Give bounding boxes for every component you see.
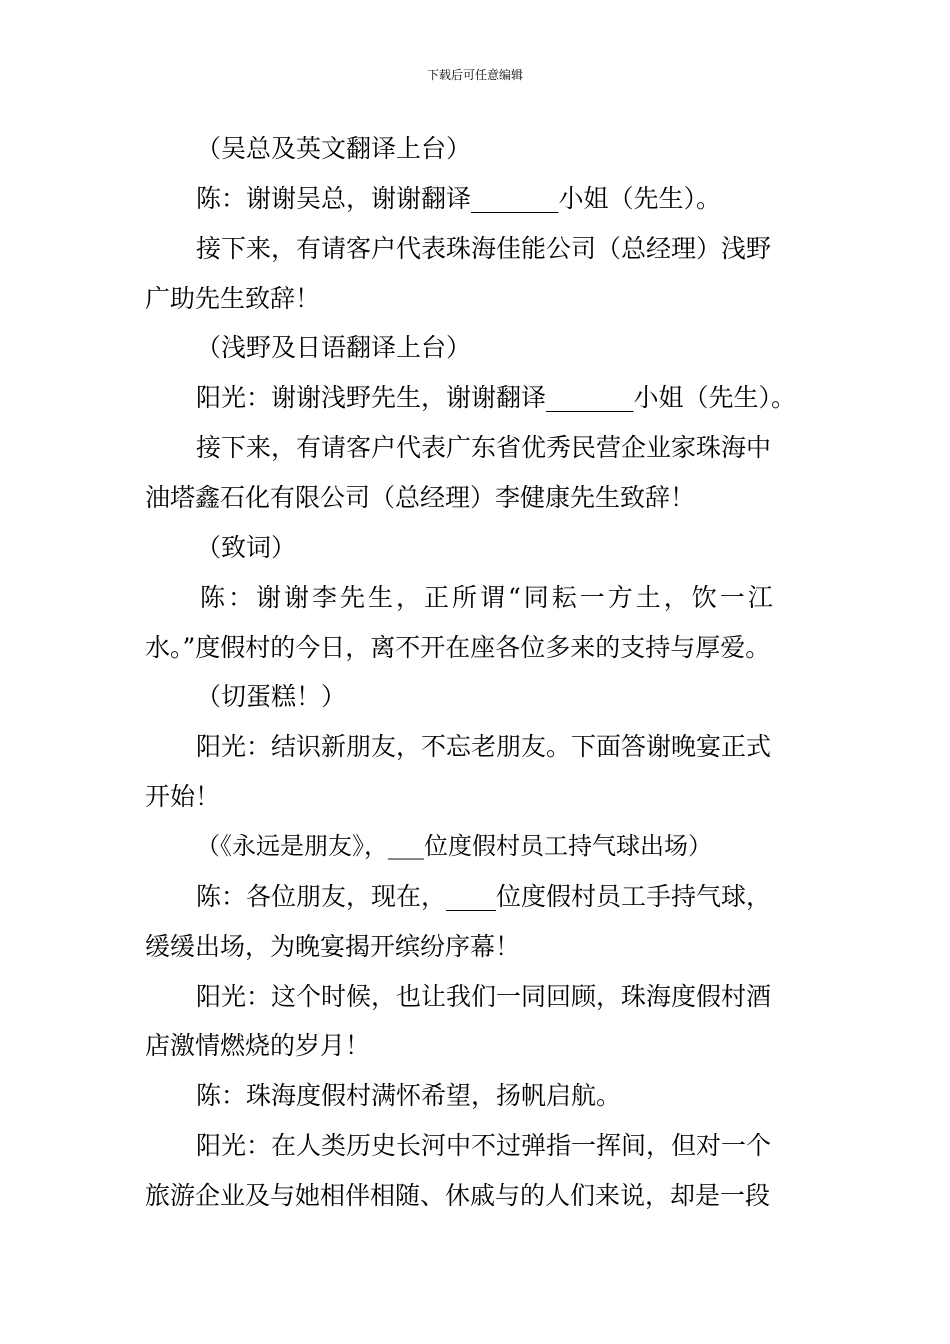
text-line: 旅游企业及与她相伴相随、休戚与的人们来说，却是一段 — [145, 1181, 771, 1210]
text-line: （《永远是朋友》，___位度假村员工持气球出场） — [196, 832, 712, 860]
text-line: 广助先生致辞！ — [145, 284, 321, 313]
text-line: 阳光：这个时候，也让我们一同回顾，珠海度假村酒 — [196, 982, 772, 1011]
page-header: 下载后可任意编辑 — [426, 68, 523, 82]
text-line: 阳光：在人类历史长河中不过弹指一挥间，但对一个 — [196, 1131, 772, 1160]
text-line: （切蛋糕！） — [196, 682, 347, 711]
text-line: （吴总及英文翻译上台） — [196, 134, 472, 163]
text-line: 接下来，有请客户代表珠海佳能公司（总经理）浅野 — [196, 234, 772, 263]
text-line: 缓缓出场，为晚宴揭开缤纷序幕！ — [145, 932, 521, 961]
text-line: 阳光：谢谢浅野先生，谢谢翻译_______小姐（先生）。 — [196, 383, 797, 412]
text-line: 店激情燃烧的岁月！ — [145, 1031, 371, 1060]
text-line: （浅野及日语翻译上台） — [196, 333, 472, 362]
text-line: 油塔鑫石化有限公司（总经理）李健康先生致辞！ — [145, 483, 696, 512]
text-line: 阳光：结识新朋友，不忘老朋友。下面答谢晚宴正式 — [196, 732, 772, 761]
text-line: 陈：珠海度假村满怀希望，扬帆启航。 — [196, 1081, 622, 1110]
text-line: 接下来，有请客户代表广东省优秀民营企业家珠海中 — [196, 433, 772, 462]
text-line: 陈：谢谢李先生，正所谓“同耘一方土，饮一江 — [200, 583, 776, 612]
text-line: 水。”度假村的今日，离不开在座各位多来的支持与厚爱。 — [145, 633, 771, 662]
text-line: 开始！ — [145, 782, 221, 811]
text-line: （致词） — [196, 533, 297, 562]
text-line: 陈：谢谢吴总，谢谢翻译_______小姐（先生）。 — [196, 184, 722, 213]
text-line: 陈：各位朋友，现在，____位度假村员工手持气球， — [196, 882, 772, 911]
